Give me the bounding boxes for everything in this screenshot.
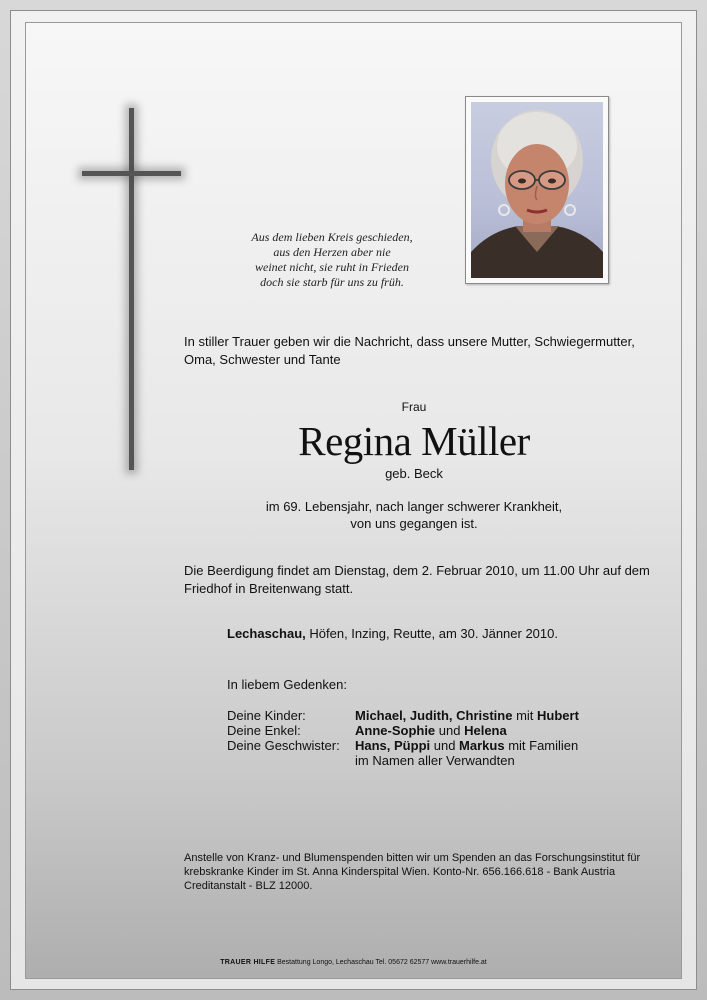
connector: mit <box>512 708 538 723</box>
verse-line: Aus dem lieben Kreis geschieden, <box>251 230 413 244</box>
salutation: Frau <box>401 400 427 414</box>
maiden-name: geb. Beck <box>385 466 443 481</box>
partner-name: Hubert <box>537 708 579 723</box>
footer-brand: TRAUER HILFE <box>220 959 276 966</box>
connector: und <box>435 723 465 738</box>
family-label: Deine Kinder: <box>227 708 306 723</box>
family-names <box>355 723 507 738</box>
portrait-illustration <box>471 102 603 278</box>
connector: und <box>430 738 460 753</box>
grandchild-name: Helena <box>464 723 507 738</box>
verse-line: aus den Herzen aber nie <box>273 245 391 259</box>
children-names: Michael, Judith, Christine <box>355 708 513 723</box>
donation-request: Anstelle von Kranz- und Blumenspenden bitten wir um Spenden an das Forschungsinstitut für krebskranke Kinder im St. Anna Kinderspital Wien. Konto-Nr. 656.166.618 - Bank Austria Creditanstalt - BLZ 12000. <box>184 852 641 892</box>
sibling-name: Markus <box>459 738 505 753</box>
family-names <box>355 708 579 723</box>
memorial-verse <box>232 230 432 290</box>
cross-horizontal-beam <box>82 171 181 176</box>
verse-line: doch sie starb für uns zu früh. <box>260 275 404 289</box>
siblings-rest: mit Familien <box>504 738 579 753</box>
place-date-line <box>227 626 558 641</box>
family-label: Deine Enkel: <box>227 723 301 738</box>
footer-text: Bestattung Longo, Lechaschau Tel. 05672 62577 www.trauerhilfe.at <box>275 959 487 966</box>
cross-vertical-beam <box>129 108 134 470</box>
footer-credit <box>0 959 707 966</box>
family-label: Deine Geschwister: <box>227 738 340 753</box>
portrait-photo <box>471 102 603 278</box>
sibling-names: Hans, Püppi <box>355 738 431 753</box>
age-line: von uns gegangen ist. <box>350 516 478 531</box>
portrait-frame <box>465 96 609 284</box>
place-name: Lechaschau, <box>227 626 306 641</box>
intro-text: In stiller Trauer geben wir die Nachricht, dass unsere Mutter, Schwiegermutter, Oma, Schwester und Tante <box>184 334 635 367</box>
gedenken-label: In liebem Gedenken: <box>227 677 347 692</box>
relatives-text: im Namen aller Verwandten <box>355 753 515 768</box>
deceased-name: Regina Müller <box>298 418 530 464</box>
grandchild-name: Anne-Sophie <box>355 723 436 738</box>
age-line: im 69. Lebensjahr, nach langer schwerer Krankheit, <box>265 499 563 514</box>
funeral-text: Die Beerdigung findet am Dienstag, dem 2. Februar 2010, um 11.00 Uhr auf dem Friedhof in Breitenwang statt. <box>184 563 650 596</box>
verse-line: weinet nicht, sie ruht in Frieden <box>255 260 409 274</box>
place-date-rest: Höfen, Inzing, Reutte, am 30. Jänner 2010. <box>305 626 558 641</box>
family-names <box>355 738 578 753</box>
